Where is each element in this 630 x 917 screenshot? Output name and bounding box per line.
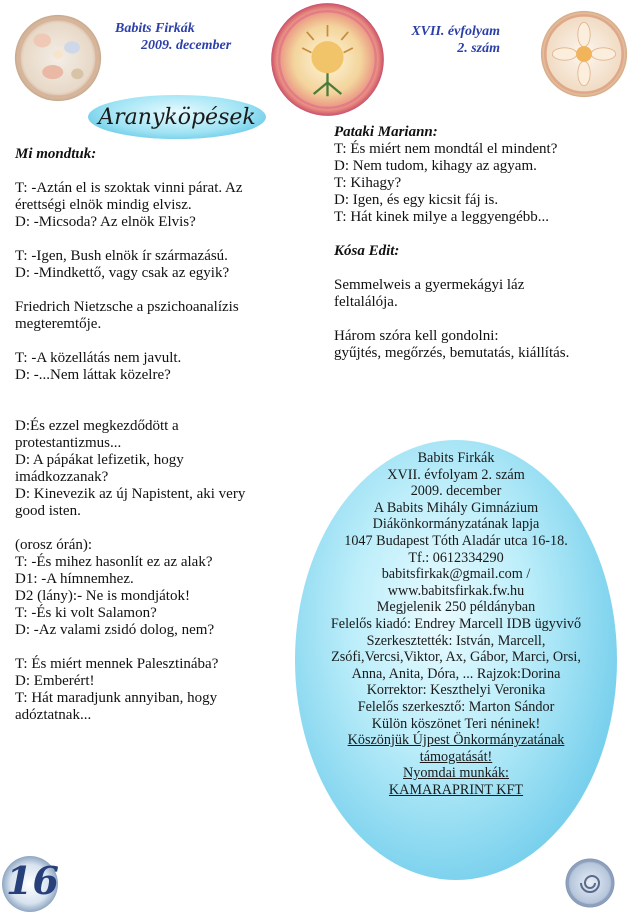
text-line: imádkozzanak? <box>15 469 109 485</box>
text-line: T: Hát kinek milye a leggyengébb... <box>334 209 550 225</box>
imprint-line: Babits Firkák <box>417 450 495 466</box>
text-line: D:És ezzel megkezdődött a <box>15 418 179 434</box>
text-line <box>15 163 305 180</box>
flower-plate-icon <box>540 10 628 98</box>
imprint-line: 2009. december <box>410 483 502 500</box>
text-line: D: -Micsoda? Az elnök Elvis? <box>15 214 196 230</box>
volume-label: XVII. évfolyam <box>411 24 500 39</box>
imprint-line: A Babits Mihály Gimnázium <box>373 499 539 516</box>
text-line <box>15 639 305 656</box>
imprint-line: Megjelenik 250 példányban <box>376 599 536 616</box>
header-right <box>380 23 500 57</box>
text-line <box>15 333 305 350</box>
sun-plate-icon <box>270 2 385 117</box>
issue-date: 2009. december <box>141 38 232 53</box>
swirl-plate-icon <box>565 858 615 908</box>
text-line: D1: -A hímnemhez. <box>15 571 134 587</box>
right-column <box>334 124 624 362</box>
text-line: T: -És mihez hasonlít ez az alak? <box>15 554 213 570</box>
right-heading-2: Kósa Edit: <box>334 243 400 259</box>
imprint-line: Külön köszönet Teri néninek! <box>371 715 541 732</box>
magazine-name: Babits Firkák <box>115 21 195 36</box>
issue-number: 2. szám <box>457 41 500 56</box>
text-line: D: Nem tudom, kihagy az agyam. <box>334 158 537 174</box>
imprint-line: Korrektor: Keszthelyi Veronika <box>366 682 546 699</box>
text-line: megteremtője. <box>15 316 102 332</box>
right-lines-2 <box>334 260 624 362</box>
text-line: adóztatnak... <box>15 707 92 723</box>
text-line: Friedrich Nietzsche a pszichoanalízis <box>15 299 239 315</box>
text-line: D2 (lány):- Ne is mondjátok! <box>15 588 190 604</box>
text-line: gyűjtés, megőrzés, bemutatás, kiállítás. <box>334 345 570 361</box>
text-line <box>334 260 624 277</box>
text-line <box>15 401 305 418</box>
imprint-underlined-line: KAMARAPRINT KFT <box>388 781 524 798</box>
imprint-line: Diákönkormányzatának lapja <box>372 516 540 533</box>
text-line: T: Kihagy? <box>334 175 402 191</box>
text-line: érettségi elnök mindig elvisz. <box>15 197 192 213</box>
text-line: T: -Aztán el is szoktak vinni párat. Az <box>15 180 243 196</box>
left-lines <box>15 163 305 724</box>
header-left <box>115 20 231 54</box>
imprint-line: Szerkesztették: István, Marcell, <box>366 632 546 649</box>
shell-plate-icon <box>14 14 102 102</box>
text-line: D: A pápákat lefizetik, hogy <box>15 452 184 468</box>
imprint-underlined <box>300 732 612 798</box>
right-heading-1: Pataki Mariann: <box>334 124 438 140</box>
imprint-line: 1047 Budapest Tóth Aladár utca 16-18. <box>344 532 568 549</box>
text-line <box>15 384 305 401</box>
imprint-line: Felelős kiadó: Endrey Marcell IDB ügyvivő <box>330 615 582 632</box>
text-line <box>15 231 305 248</box>
imprint-underlined-line: Nyomdai munkák: <box>403 765 509 782</box>
imprint-line: Anna, Anita, Dóra, ... Rajzok:Dorina <box>351 665 561 682</box>
text-line: D: -Az valami zsidó dolog, nem? <box>15 622 215 638</box>
page-number-badge <box>0 852 60 912</box>
section-title: Aranyköpések <box>98 104 256 130</box>
imprint-line: www.babitsfirkak.fw.hu <box>387 582 525 599</box>
page-number: 16 <box>6 858 59 903</box>
text-line: T: -Igen, Bush elnök ír származású. <box>15 248 228 264</box>
text-line: Semmelweis a gyermekágyi láz <box>334 277 525 293</box>
text-line: protestantizmus... <box>15 435 122 451</box>
spacer <box>334 226 624 243</box>
text-line: T: -A közellátás nem javult. <box>15 350 182 366</box>
text-line: D: Emberért! <box>15 673 95 689</box>
imprint-underlined-line: támogatását! <box>419 748 493 765</box>
imprint-line: Tf.: 0612334290 <box>408 549 504 566</box>
imprint-lines <box>300 450 612 732</box>
text-line: feltalálója. <box>334 294 398 310</box>
text-line: D: Igen, és egy kicsit fáj is. <box>334 192 499 208</box>
text-line <box>15 520 305 537</box>
text-line: D: -Mindkettő, vagy csak az egyik? <box>15 265 230 281</box>
imprint-underlined-line: Köszönjük Újpest Önkormányzatának <box>347 732 565 749</box>
text-line: Három szóra kell gondolni: <box>334 328 499 344</box>
imprint-line: XVII. évfolyam 2. szám <box>387 466 525 483</box>
text-line: T: És miért mennek Palesztinába? <box>15 656 219 672</box>
text-line: good isten. <box>15 503 81 519</box>
text-line: T: Hát maradjunk annyiban, hogy <box>15 690 218 706</box>
text-line: (orosz órán): <box>15 537 93 553</box>
left-column <box>15 146 305 724</box>
text-line <box>15 282 305 299</box>
imprint-line: Zsófi,Vercsi,Viktor, Ax, Gábor, Marci, Orsi, <box>331 649 581 666</box>
imprint-block <box>300 450 612 798</box>
text-line <box>334 311 624 328</box>
right-lines-1 <box>334 141 624 226</box>
text-line: T: -És ki volt Salamon? <box>15 605 157 621</box>
left-heading: Mi mondtuk: <box>15 146 97 162</box>
text-line: D: -...Nem láttak közelre? <box>15 367 171 383</box>
text-line: D: Kinevezik az új Napistent, aki very <box>15 486 246 502</box>
text-line: T: És miért nem mondtál el mindent? <box>334 141 558 157</box>
imprint-line: Felelős szerkesztő: Marton Sándor <box>357 698 555 715</box>
section-title-badge <box>88 95 266 139</box>
imprint-line: babitsfirkak@gmail.com / <box>381 566 531 583</box>
